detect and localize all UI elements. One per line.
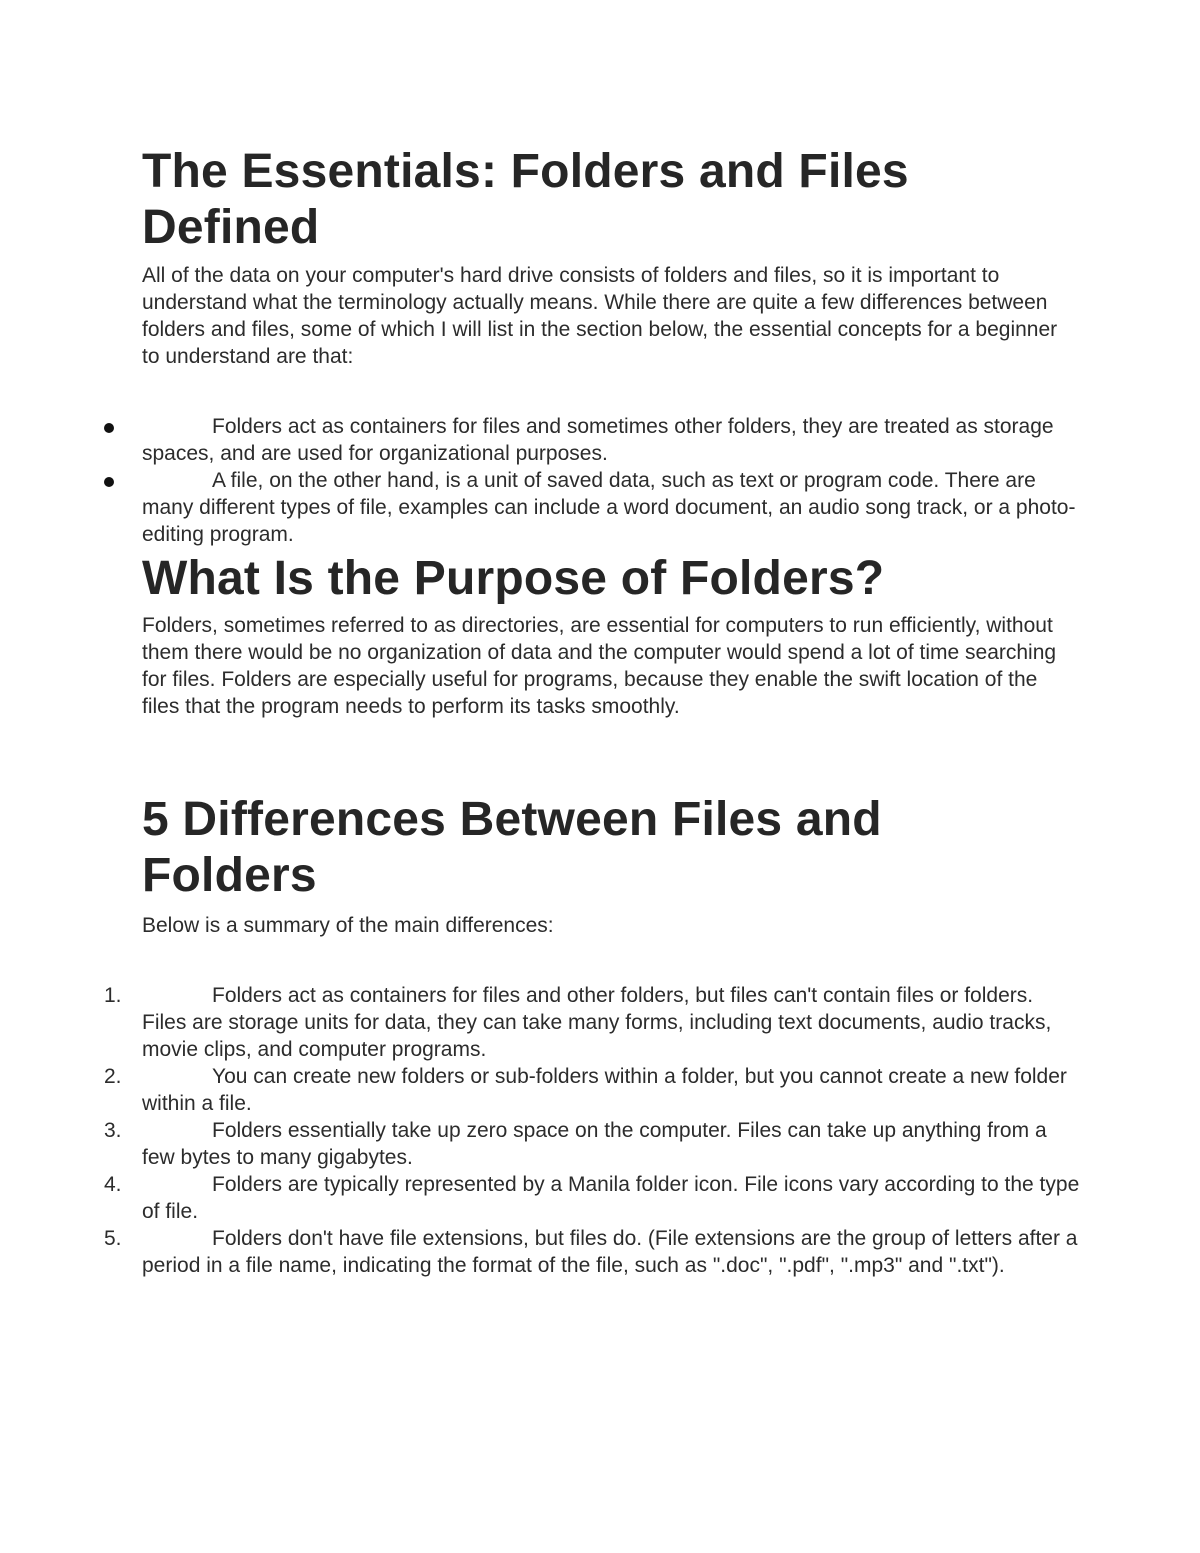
- differences-numbered-list: [0, 982, 1080, 1279]
- list-item-text: Folders essentially take up zero space on the computer. Files can take up anything from a few bytes to many gigabytes.: [142, 1119, 1047, 1169]
- heading-purpose: What Is the Purpose of Folders?: [142, 552, 885, 605]
- bullet-item: [0, 413, 1080, 467]
- bullet-icon: [104, 423, 114, 433]
- heading-essentials: The Essentials: Folders and Files Defined: [142, 145, 909, 254]
- list-number: 4.: [104, 1173, 122, 1196]
- list-item-text: Folders act as containers for files and other folders, but files can't contain files or folders. Files are storage units for data, they can take many forms, including text documents, audio tracks, movie clips, and computer programs.: [142, 984, 1052, 1061]
- bullet-text: Folders act as containers for files and sometimes other folders, they are treated as storage spaces, and are used for organizational purposes.: [142, 415, 1054, 465]
- section-purpose: [142, 551, 1062, 607]
- list-item-text: Folders are typically represented by a Manila folder icon. File icons vary according to the type of file.: [142, 1173, 1080, 1223]
- list-item: [0, 1225, 1080, 1279]
- list-item-text: You can create new folders or sub-folders within a folder, but you cannot create a new folder within a file.: [142, 1065, 1067, 1115]
- purpose-body: Folders, sometimes referred to as directories, are essential for computers to run efficiently, without them there would be no organization of data and the computer would spend a lot of time searching for files. Folders are especially useful for programs, because they enable the swift location of the files that the program needs to perform its tasks smoothly.: [142, 614, 1057, 718]
- list-number: 3.: [104, 1119, 122, 1142]
- essentials-intro-block: [142, 262, 1062, 370]
- purpose-body-block: [142, 612, 1062, 720]
- list-number: 1.: [104, 984, 122, 1007]
- section-essentials: [142, 144, 1062, 256]
- essentials-bullet-list: [0, 413, 1080, 548]
- section-differences: [142, 792, 1062, 904]
- differences-intro: Below is a summary of the main differences:: [142, 914, 554, 937]
- list-item-text: Folders don't have file extensions, but files do. (File extensions are the group of letters after a period in a file name, indicating the format of the file, such as ".doc", ".pdf", ".mp3" and ".txt").: [142, 1227, 1078, 1277]
- bullet-text: A file, on the other hand, is a unit of saved data, such as text or program code. There are many different types of file, examples can include a word document, an audio song track, or a photo-editing program.: [142, 469, 1076, 546]
- essentials-intro: All of the data on your computer's hard drive consists of folders and files, so it is important to understand what the terminology actually means. While there are quite a few differences between folders and files, some of which I will list in the section below, the essential concepts for a beginner to understand are that:: [142, 264, 1058, 368]
- bullet-icon: [104, 477, 114, 487]
- list-number: 5.: [104, 1227, 122, 1250]
- list-item: [0, 1117, 1080, 1171]
- bullet-item: [0, 467, 1080, 548]
- list-number: 2.: [104, 1065, 122, 1088]
- list-item: [0, 982, 1080, 1063]
- heading-differences: 5 Differences Between Files and Folders: [142, 793, 882, 902]
- differences-intro-block: [142, 912, 1062, 939]
- list-item: [0, 1063, 1080, 1117]
- list-item: [0, 1171, 1080, 1225]
